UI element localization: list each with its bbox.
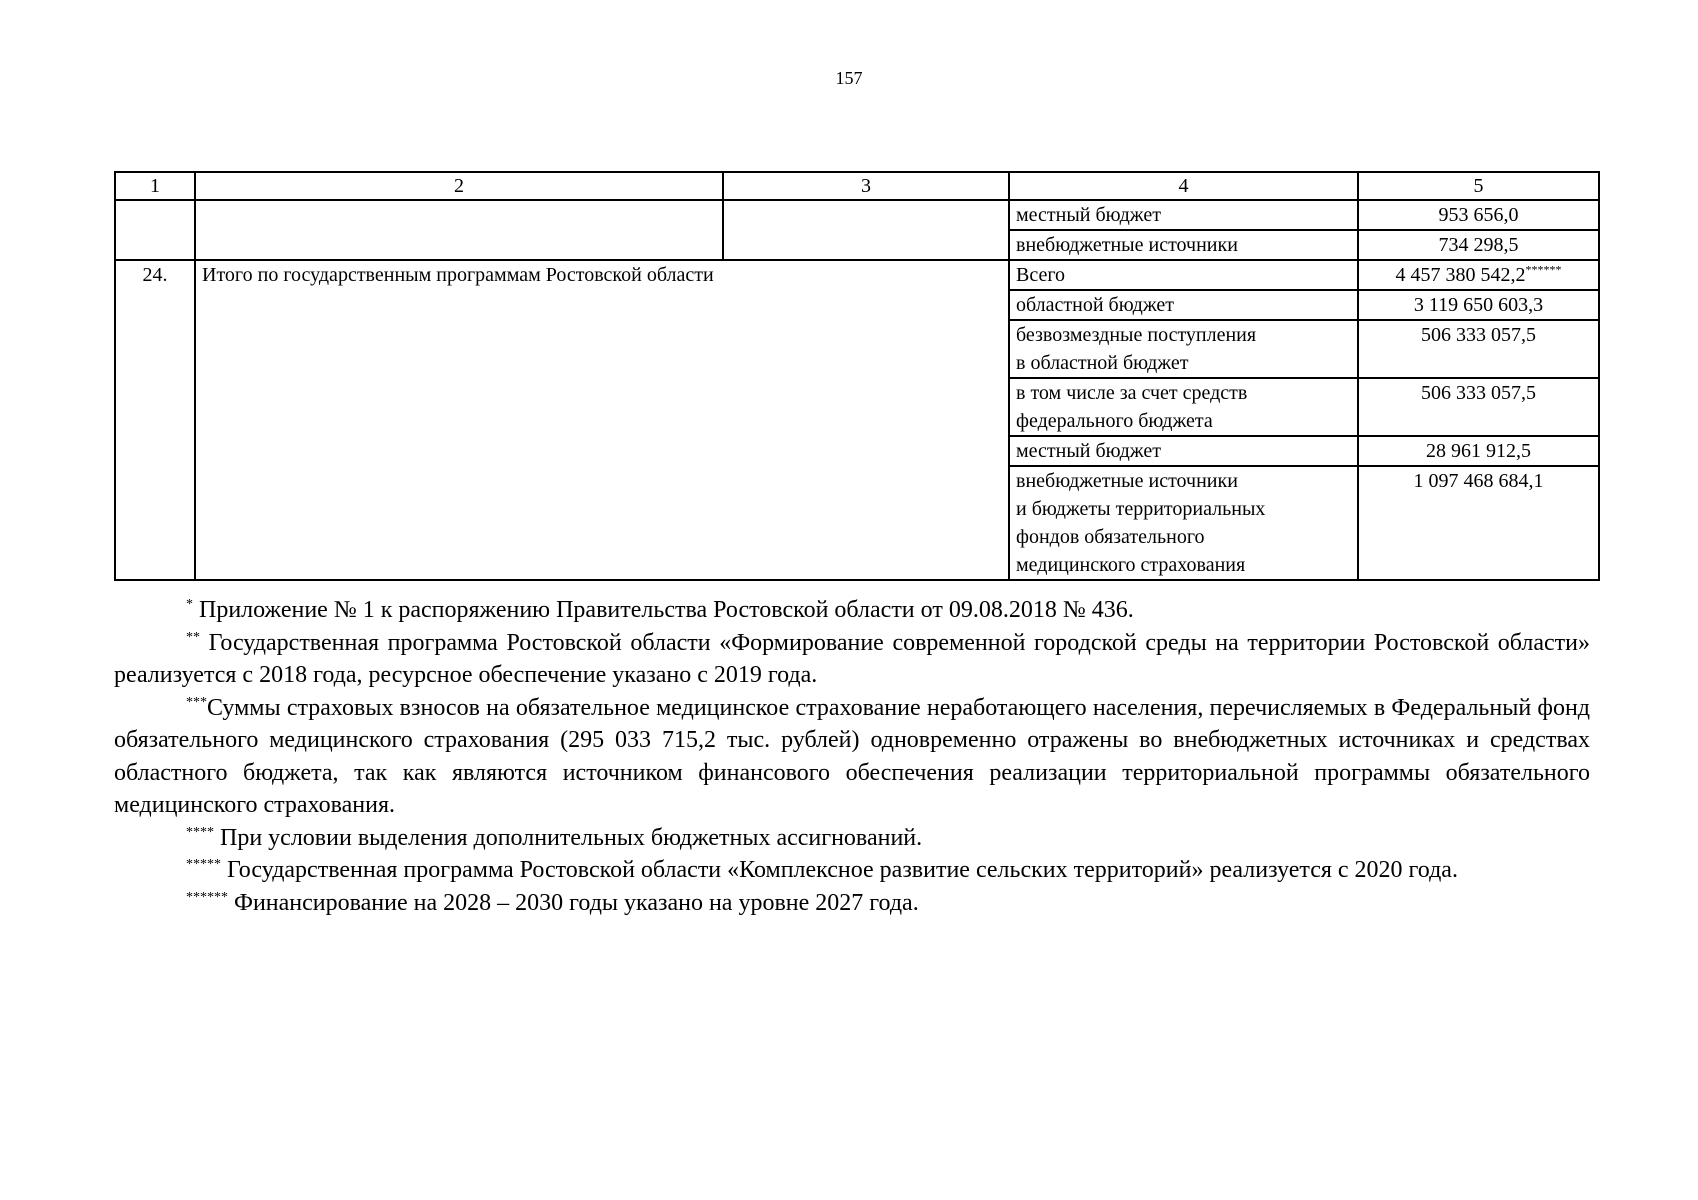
funding-source: областной бюджет <box>1009 290 1358 320</box>
empty-cell <box>195 200 723 260</box>
row-number: 24. <box>115 260 195 580</box>
footnote-text: При условии выделения дополнительных бюджетных ассигнований. <box>214 824 923 851</box>
total-amount-value: 4 457 380 542,2 <box>1395 264 1526 286</box>
funding-amount: 28 961 912,5 <box>1358 436 1599 466</box>
funding-source: местный бюджет <box>1009 436 1358 466</box>
footnote-text: Государственная программа Ростовской области «Формирование современной городской среды на территории Ростовской области» реализуется с 2018 года, ресурсное обеспечение указано с 2019 года. <box>114 629 1590 688</box>
funding-amount: 506 333 057,5 <box>1358 320 1599 378</box>
footnote-mark: ***** <box>186 857 221 872</box>
footnote-mark: *** <box>186 694 207 710</box>
funding-source <box>1009 378 1358 436</box>
total-title: Итого по государственным программам Ростовской области <box>195 260 1009 580</box>
source-line: фондов обязательного <box>1016 526 1205 548</box>
source-line: и бюджеты территориальных <box>1016 498 1266 520</box>
funding-source: местный бюджет <box>1009 200 1358 230</box>
footnote-text: Финансирование на 2028 – 2030 годы указано на уровне 2027 года. <box>228 889 919 916</box>
table-header-row <box>115 172 1599 200</box>
empty-cell <box>115 200 195 260</box>
funding-source <box>1009 466 1358 580</box>
source-line: медицинского страхования <box>1016 554 1246 576</box>
column-number-2: 2 <box>195 172 723 200</box>
table-row <box>115 260 1599 290</box>
funding-amount: 734 298,5 <box>1358 230 1599 260</box>
funding-amount: 953 656,0 <box>1358 200 1599 230</box>
footnote-text: Государственная программа Ростовской области «Комплексное развитие сельских территорий» реализуется с 2020 года. <box>221 857 1458 883</box>
footnote <box>114 594 1590 627</box>
footnote-mark: * <box>186 597 193 612</box>
source-line: в областной бюджет <box>1016 352 1189 374</box>
table-row <box>115 200 1599 230</box>
footnote-reference: ****** <box>1525 262 1562 277</box>
funding-amount: 3 119 650 603,3 <box>1358 290 1599 320</box>
column-number-3: 3 <box>723 172 1009 200</box>
column-number-5: 5 <box>1358 172 1599 200</box>
footnote <box>114 822 1590 855</box>
footnote-mark: **** <box>186 824 214 840</box>
source-line: внебюджетные источники <box>1016 470 1238 492</box>
funding-source: внебюджетные источники <box>1009 230 1358 260</box>
source-line: безвозмездные поступления <box>1016 324 1257 346</box>
footnote <box>114 692 1590 822</box>
funding-source <box>1009 320 1358 378</box>
empty-cell <box>723 200 1009 260</box>
page-number: 157 <box>835 68 863 88</box>
footnotes <box>114 594 1590 919</box>
footnote <box>114 627 1590 692</box>
funding-amount: 506 333 057,5 <box>1358 378 1599 436</box>
footnote-mark: ****** <box>186 889 228 905</box>
column-number-1: 1 <box>115 172 195 200</box>
funding-amount: 1 097 468 684,1 <box>1358 466 1599 580</box>
footnote <box>114 887 1590 920</box>
source-line: в том числе за счет средств <box>1016 382 1248 404</box>
funding-amount <box>1358 260 1599 290</box>
source-line: федерального бюджета <box>1016 410 1213 432</box>
footnote-mark: ** <box>186 629 200 645</box>
column-number-4: 4 <box>1009 172 1358 200</box>
footnote-text: Суммы страховых взносов на обязательное медицинское страхование неработающего населения, перечисляемых в Федеральный фонд обязательного медицинского страхования (295 033 715,2 тыс. рублей) одновременно отражены во внебюджетных источниках и средствах областного бюджета, так как являются источником финансового обеспечения реализации территориальной программы обязательного медицинского страхования. <box>114 694 1590 818</box>
footnote <box>114 854 1590 887</box>
footnote-text: Приложение № 1 к распоряжению Правительства Ростовской области от 09.08.2018 № 436. <box>193 597 1134 623</box>
funding-source: Всего <box>1009 260 1358 290</box>
budget-table <box>114 171 1600 581</box>
